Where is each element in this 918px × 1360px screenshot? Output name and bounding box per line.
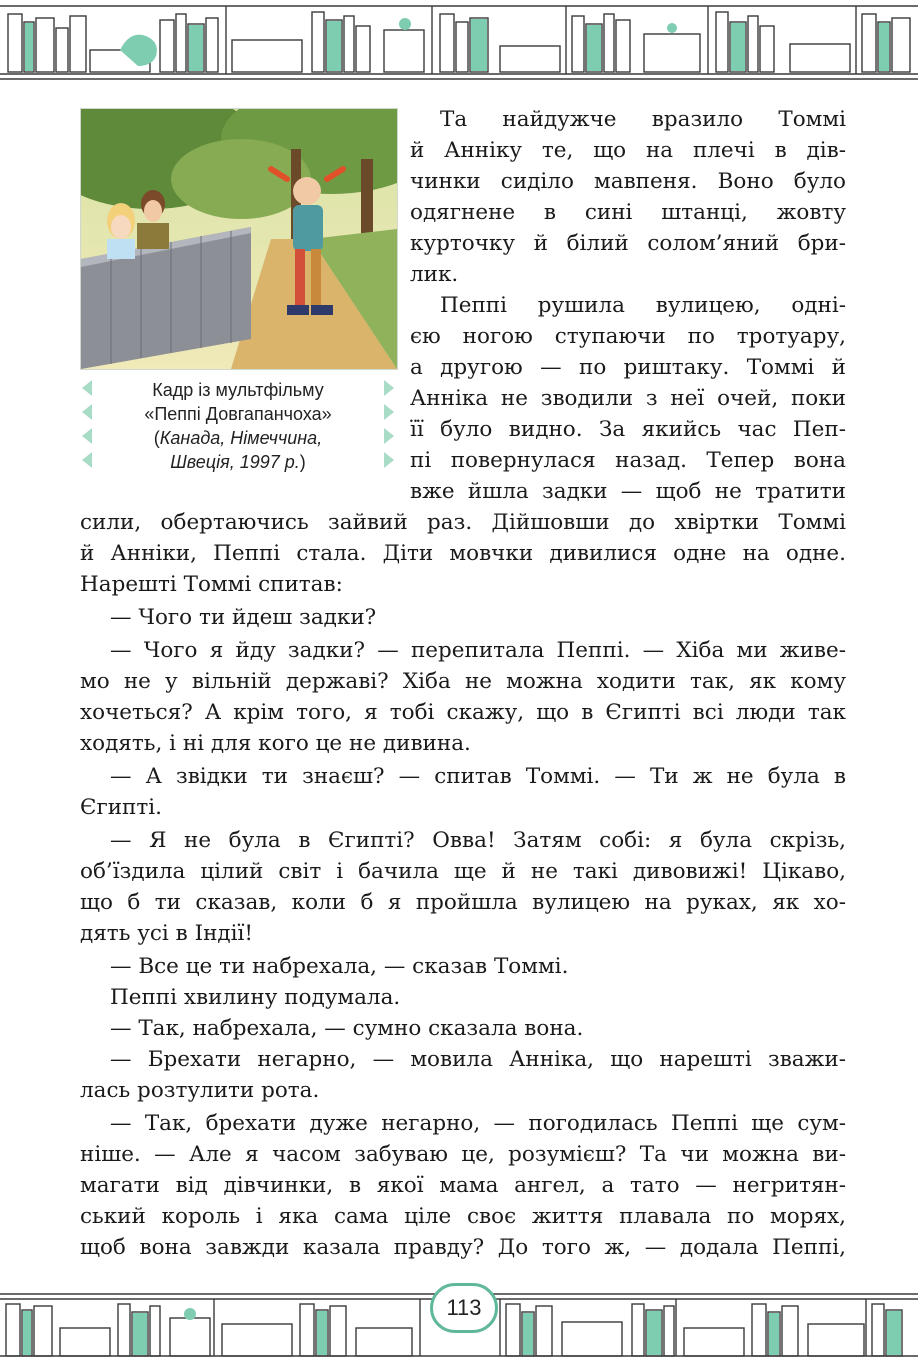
body-line: вже йшла задки — щоб не тратити	[410, 479, 846, 504]
body-line: Анніка не зводили з неї очей, поки	[410, 386, 846, 411]
cartoon-still-image	[80, 108, 398, 370]
caption-line-4	[80, 450, 396, 474]
body-line: Нарешті Томмі спитав:	[80, 572, 343, 597]
top-bookshelf-border	[0, 0, 918, 84]
body-line: Пеппі хвилину подумала.	[110, 985, 401, 1010]
caption-line-3	[80, 426, 396, 450]
body-line: сили, обертаючись зайвий раз. Дійшовши до хвіртки Томмі	[80, 510, 846, 535]
body-line: — Все це ти набрехала, — сказав Томмі.	[110, 954, 569, 979]
body-line: пі повернулася назад. Тепер вона	[410, 448, 846, 473]
body-line: Єгипті.	[80, 795, 162, 820]
body-line: ходять, і ні для кого це не дивина.	[80, 731, 471, 756]
body-line: й Анніку те, що на плечі в дів-	[410, 138, 846, 163]
body-line: — Я не була в Єгипті? Овва! Затям собі: я була скрізь,	[110, 828, 846, 853]
image-caption	[80, 378, 396, 474]
caption-countries-year: Швеція, 1997 р.	[170, 452, 300, 472]
caption-line-2: «Пеппі Довгапанчоха»	[144, 404, 332, 424]
body-line: курточку й білий солом’яний бри-	[410, 231, 846, 256]
caption-paren-open: (	[153, 428, 160, 448]
body-line: ніше. — Але я часом забуваю це, розумієш? Та чи можна ви-	[80, 1142, 846, 1167]
body-line: ський король і яка сама ціле своє життя плавала по морях,	[80, 1204, 846, 1229]
body-line: щоб вона завжди казала правду? До того ж, — додала Пеппі,	[80, 1235, 846, 1260]
caption-paren-close: )	[299, 452, 306, 472]
body-line: — Чого я йду задки? — перепитала Пеппі. — Хіба ми живе-	[110, 638, 846, 663]
caption-countries: Канада, Німеччина,	[159, 428, 323, 448]
body-line: магати від дівчинки, в якої мама ангел, а тато — негритян-	[80, 1173, 846, 1198]
body-line: — Брехати негарно, — мовила Анніка, що нарешті зважи-	[110, 1047, 846, 1072]
body-line: й Анніки, Пеппі стала. Діти мовчки дивилися одне на одне.	[80, 541, 846, 566]
body-line: дять усі в Індії!	[80, 921, 254, 946]
body-line: — Так, набрехала, — сумно сказала вона.	[110, 1016, 584, 1041]
body-line: хочеться? А крім того, я тобі скажу, що в Єгипті всі люди так	[80, 700, 846, 725]
body-line: об’їздила цілий світ і бачила ще й не такі дивовижі! Цікаво,	[80, 859, 846, 884]
body-line: єю ногою ступаючи по тротуару,	[410, 324, 846, 349]
body-line: її було видно. За якийсь час Пеп-	[410, 417, 846, 442]
body-line: лась розтулити рота.	[80, 1078, 320, 1103]
caption-line-1: Кадр із мультфільму	[152, 380, 324, 400]
body-line: Пеппі рушила вулицею, однi-	[440, 293, 846, 318]
body-line: — Так, брехати дуже негарно, — погодилась Пеппі ще сум-	[110, 1111, 846, 1136]
body-line: що б ти сказав, коли б я пройшла вулицею на руках, як хо-	[80, 890, 846, 915]
body-line: Та найдужче вразило Томмі	[440, 107, 846, 132]
body-line: — Чого ти йдеш задки?	[110, 605, 377, 630]
body-line: мо не у вільній державі? Хіба не можна ходити так, як кому	[80, 669, 846, 694]
body-line: одягнене в сині штанці, жовту	[410, 200, 846, 225]
body-line: — А звідки ти знаєш? — спитав Томмі. — Ти ж не була в	[110, 764, 846, 789]
page-number: 113	[430, 1283, 498, 1333]
body-line: а другою — по риштаку. Томмі й	[410, 355, 846, 380]
body-line: лик.	[410, 262, 459, 287]
body-line: чинки сиділо мавпеня. Воно було	[410, 169, 846, 194]
